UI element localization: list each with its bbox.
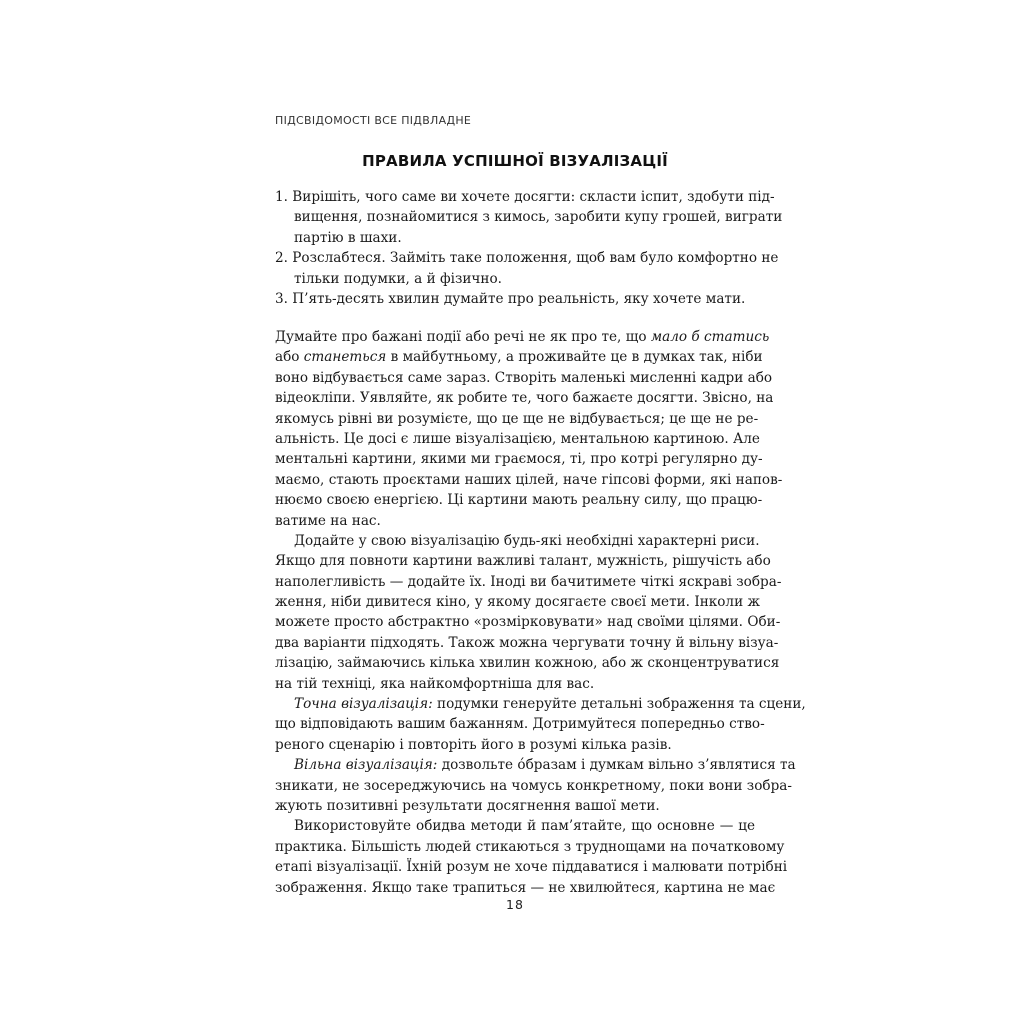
paragraph-1-line: нюємо своєю енергією. Ці картини мають реальну силу, що працю- (275, 492, 763, 509)
paragraph-5-line: Використовуйте обидва методи й пам’ятайте, що основне — це (294, 818, 755, 835)
rule-3-line-1: 3. П’ять-десять хвилин думайте про реальність, яку хочете мати. (275, 290, 746, 307)
paragraph-2-line: наполегливість — додайте їх. Іноді ви бачитимете чіткі яскраві зобра- (275, 573, 782, 590)
paragraph-4-line-1: Вільна візуалізація: дозвольте óбразам і думкам вільно з’являтися та (294, 757, 796, 774)
paragraph-5-line: зображення. Якщо таке трапиться — не хвилюйтеся, картина не має (275, 879, 776, 896)
paragraph-1-line: воно відбувається саме зараз. Створіть маленькі мисленні кадри або (275, 369, 773, 386)
rules-list (275, 187, 783, 309)
paragraph-3-line-1: Точна візуалізація: подумки генеруйте детальні зображення та сцени, (294, 696, 806, 713)
running-head: ПІДСВІДОМОСТІ ВСЕ ПІДВЛАДНЕ (275, 114, 472, 127)
rule-1-line-2: вищення, познайомитися з кимось, заробити купу грошей, виграти (294, 209, 783, 226)
paragraph-4-line: жують позитивні результати досягнення вашої мети. (275, 797, 660, 814)
rule-2-line-1: 2. Розслабтеся. Займіть таке положення, щоб вам було комфортно не (275, 250, 779, 267)
paragraph-2-line: можете просто абстрактно «розмірковувати» над своїми цілями. Оби- (275, 614, 781, 631)
page-number: 18 (506, 897, 524, 912)
paragraph-2-line: два варіанти підходять. Також можна чергувати точну й вільну візуа- (275, 634, 779, 651)
paragraph-1-line: ватиме на нас. (275, 512, 381, 529)
paragraph-1-line: маємо, стають проєктами наших цілей, наче гіпсові форми, які напов- (275, 471, 783, 488)
paragraph-5-line: етапі візуалізації. Їхній розум не хоче піддаватися і малювати потрібні (275, 859, 788, 876)
paragraph-3-line: реного сценарію і повторіть його в розумі кілька разів. (275, 736, 672, 753)
paragraph-3-line: що відповідають вашим бажанням. Дотримуйтеся попередньо ство- (275, 716, 765, 733)
paragraph-1-line-2: або станеться в майбутньому, а проживайте це в думках так, ніби (275, 349, 763, 366)
paragraph-2-line: Якщо для повноти картини важливі талант, мужність, рішучість або (275, 553, 771, 570)
paragraph-1-line-1: Думайте про бажані події або речі не як про те, що мало б статись (275, 329, 770, 345)
rule-1-line-1: 1. Вирішіть, чого саме ви хочете досягти: скласти іспит, здобути під- (275, 189, 775, 205)
main-text (275, 327, 806, 898)
paragraph-2-line: на тій техніці, яка найкомфортніша для вас. (275, 675, 595, 692)
paragraph-1-line: якомусь рівні ви розумієте, що це ще не відбувається; це ще не ре- (275, 410, 759, 427)
paragraph-2-line: Додайте у свою візуалізацію будь-які необхідні характерні риси. (294, 532, 760, 549)
section-title: ПРАВИЛА УСПІШНОЇ ВІЗУАЛІЗАЦІЇ (362, 152, 668, 170)
paragraph-1-line: відеокліпи. Уявляйте, як робите те, чого бажаєте досягти. Звісно, на (275, 390, 774, 407)
paragraph-1-line: ментальні картини, якими ми граємося, ті, про котрі регулярно ду- (275, 451, 763, 468)
paragraph-2-line: ження, ніби дивитеся кіно, у якому досягаєте своєї мети. Інколи ж (275, 594, 760, 611)
paragraph-4-line: зникати, не зосереджуючись на чомусь конкретному, поки вони зобра- (275, 777, 792, 794)
paragraph-5-line: практика. Більшість людей стикаються з труднощами на початковому (275, 838, 785, 855)
rule-2-line-2: тільки подумки, а й фізично. (294, 270, 502, 287)
rule-1-line-3: партію в шахи. (294, 229, 402, 246)
paragraph-2-line: лізацію, займаючись кілька хвилин кожною, або ж сконцентруватися (275, 655, 780, 672)
paragraph-1-line: альність. Це досі є лише візуалізацією, ментальною картиною. Але (275, 430, 760, 447)
